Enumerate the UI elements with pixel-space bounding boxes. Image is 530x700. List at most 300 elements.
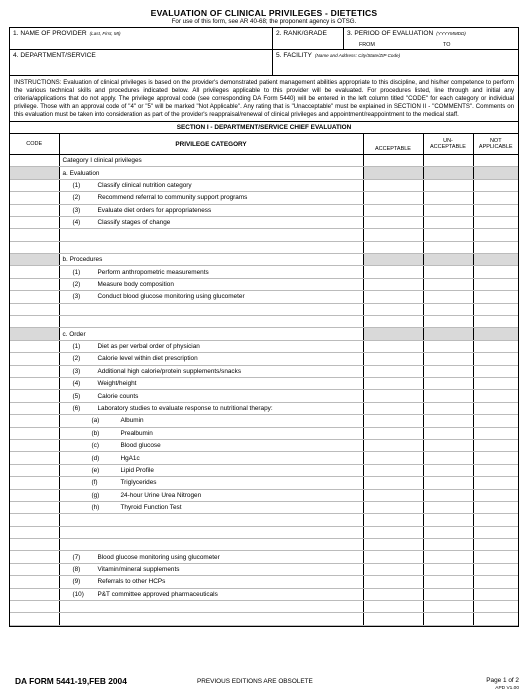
code-cell[interactable] xyxy=(10,316,59,328)
category-cell xyxy=(59,241,363,253)
category-cell xyxy=(59,353,363,365)
item-text: Referrals to other HCPs xyxy=(97,578,166,586)
category-cell xyxy=(59,154,363,166)
table-group-row xyxy=(10,328,518,340)
form-footer xyxy=(9,676,519,692)
table-row xyxy=(10,464,518,476)
not-applicable-cell[interactable] xyxy=(473,229,518,241)
not-applicable-cell[interactable] xyxy=(473,588,518,600)
category-column-header: PRIVILEGE CATEGORY xyxy=(59,134,363,154)
not-applicable-cell[interactable] xyxy=(473,439,518,451)
category-cell xyxy=(59,167,363,179)
table-row xyxy=(10,588,518,600)
item-text: Vitamin/mineral supplements xyxy=(97,566,180,574)
acceptable-cell[interactable] xyxy=(363,154,423,166)
unacceptable-cell[interactable] xyxy=(423,526,473,538)
table-row xyxy=(10,613,518,625)
table-row xyxy=(10,353,518,365)
category-cell xyxy=(59,551,363,563)
code-cell[interactable] xyxy=(10,303,59,315)
code-cell[interactable] xyxy=(10,192,59,204)
category-cell xyxy=(59,216,363,228)
code-cell[interactable] xyxy=(10,266,59,278)
acceptable-cell[interactable] xyxy=(363,576,423,588)
item-number: (c) xyxy=(91,442,99,450)
table-row xyxy=(10,266,518,278)
not-applicable-cell[interactable] xyxy=(473,452,518,464)
item-text: Diet as per verbal order of physician xyxy=(97,343,200,351)
not-applicable-cell[interactable] xyxy=(473,563,518,575)
acceptable-cell[interactable] xyxy=(363,316,423,328)
acceptable-cell[interactable] xyxy=(363,427,423,439)
code-cell[interactable] xyxy=(10,501,59,513)
code-cell[interactable] xyxy=(10,415,59,427)
not-applicable-cell[interactable] xyxy=(473,576,518,588)
department-service-field[interactable] xyxy=(10,50,272,75)
category-cell xyxy=(59,501,363,513)
code-cell[interactable] xyxy=(10,402,59,414)
code-cell[interactable] xyxy=(10,489,59,501)
table-row xyxy=(10,526,518,538)
acceptable-cell[interactable] xyxy=(363,378,423,390)
code-cell[interactable] xyxy=(10,254,59,266)
item-text: Lipid Profile xyxy=(120,466,154,474)
unacceptable-cell[interactable] xyxy=(423,167,473,179)
not-applicable-cell[interactable] xyxy=(473,216,518,228)
category-cell xyxy=(59,365,363,377)
code-cell[interactable] xyxy=(10,229,59,241)
period-from-label: FROM xyxy=(359,42,375,48)
category-cell xyxy=(59,204,363,216)
not-applicable-cell[interactable] xyxy=(473,353,518,365)
unacceptable-cell[interactable] xyxy=(423,402,473,414)
table-row xyxy=(10,452,518,464)
item-number: (1) xyxy=(72,343,81,351)
not-applicable-cell[interactable] xyxy=(473,278,518,290)
provider-name-field[interactable] xyxy=(10,28,272,49)
table-row xyxy=(10,439,518,451)
category-cell xyxy=(59,601,363,613)
item-number: (3) xyxy=(72,367,81,375)
category-cell xyxy=(59,328,363,340)
code-cell[interactable] xyxy=(10,328,59,340)
unacceptable-cell[interactable] xyxy=(423,365,473,377)
not-applicable-cell[interactable] xyxy=(473,464,518,476)
facility-field[interactable] xyxy=(272,50,518,75)
table-row xyxy=(10,415,518,427)
unacceptable-cell[interactable] xyxy=(423,291,473,303)
item-text: Calorie counts xyxy=(97,392,139,400)
category-cell xyxy=(59,179,363,191)
code-cell[interactable] xyxy=(10,551,59,563)
item-number: (2) xyxy=(72,194,81,202)
unacceptable-cell[interactable] xyxy=(423,477,473,489)
item-number: (7) xyxy=(72,553,81,561)
not-applicable-cell[interactable] xyxy=(473,415,518,427)
unacceptable-cell[interactable] xyxy=(423,179,473,191)
item-number: (g) xyxy=(91,491,100,499)
category-cell xyxy=(59,316,363,328)
acceptable-cell[interactable] xyxy=(363,588,423,600)
acceptable-cell[interactable] xyxy=(363,390,423,402)
form-body xyxy=(9,27,519,627)
acceptable-cell[interactable] xyxy=(363,340,423,352)
item-text: P&T committee approved pharmaceuticals xyxy=(97,590,218,598)
acceptable-cell[interactable] xyxy=(363,501,423,513)
section-title: SECTION I - DEPARTMENT/SERVICE CHIEF EVALUATION xyxy=(10,122,518,134)
acceptable-cell[interactable] xyxy=(363,365,423,377)
code-cell[interactable] xyxy=(10,179,59,191)
acceptable-cell[interactable] xyxy=(363,254,423,266)
form-id: DA FORM 5441-19,FEB 2004 xyxy=(15,676,127,686)
acceptable-cell[interactable] xyxy=(363,216,423,228)
table-group-row xyxy=(10,254,518,266)
code-cell[interactable] xyxy=(10,390,59,402)
unacceptable-cell[interactable] xyxy=(423,576,473,588)
unacceptable-cell[interactable] xyxy=(423,464,473,476)
category-cell xyxy=(59,192,363,204)
code-column-header: CODE xyxy=(10,134,59,154)
item-number: (h) xyxy=(91,504,100,512)
category-cell xyxy=(59,390,363,402)
unacceptable-cell[interactable] xyxy=(423,340,473,352)
code-cell[interactable] xyxy=(10,167,59,179)
acceptable-cell[interactable] xyxy=(363,167,423,179)
group-label: b. Procedures xyxy=(62,256,103,264)
item-text: Albumin xyxy=(120,417,144,425)
acceptable-column-header: ACCEPTABLE xyxy=(363,134,423,154)
not-applicable-cell[interactable] xyxy=(473,514,518,526)
not-applicable-cell[interactable] xyxy=(473,204,518,216)
item-number: (9) xyxy=(72,578,81,586)
not-applicable-cell[interactable] xyxy=(473,303,518,315)
not-applicable-header-line-2: APPLICABLE xyxy=(478,144,513,151)
acceptable-cell[interactable] xyxy=(363,439,423,451)
table-row xyxy=(10,179,518,191)
period-hint: (YYYYMMDD) xyxy=(436,31,466,36)
item-text: Weight/height xyxy=(97,380,137,388)
not-applicable-cell[interactable] xyxy=(473,340,518,352)
item-text: Blood glucose monitoring using glucometer xyxy=(97,553,220,561)
unacceptable-cell[interactable] xyxy=(423,316,473,328)
unacceptable-cell[interactable] xyxy=(423,266,473,278)
acceptable-cell[interactable] xyxy=(363,539,423,551)
category-cell xyxy=(59,526,363,538)
code-cell[interactable] xyxy=(10,154,59,166)
table-row xyxy=(10,501,518,513)
category-cell xyxy=(59,254,363,266)
table-row xyxy=(10,601,518,613)
unacceptable-cell[interactable] xyxy=(423,241,473,253)
code-cell[interactable] xyxy=(10,539,59,551)
table-row xyxy=(10,514,518,526)
code-cell[interactable] xyxy=(10,477,59,489)
period-to-label: TO xyxy=(443,42,451,48)
table-row xyxy=(10,192,518,204)
not-applicable-cell[interactable] xyxy=(473,551,518,563)
table-row xyxy=(10,378,518,390)
department-label: 4. DEPARTMENT/SERVICE xyxy=(13,52,96,59)
not-applicable-column-header xyxy=(473,134,518,154)
code-cell[interactable] xyxy=(10,464,59,476)
category-cell xyxy=(59,378,363,390)
table-header-row xyxy=(10,134,518,154)
table-group-row xyxy=(10,167,518,179)
category-cell xyxy=(59,402,363,414)
item-number: (5) xyxy=(72,392,81,400)
not-applicable-cell[interactable] xyxy=(473,378,518,390)
privileges-table xyxy=(10,134,518,625)
facility-hint: (Name and Address: City/State/ZIP Code) xyxy=(314,53,401,58)
acceptable-cell[interactable] xyxy=(363,204,423,216)
code-cell[interactable] xyxy=(10,291,59,303)
category-cell xyxy=(59,576,363,588)
not-applicable-cell[interactable] xyxy=(473,365,518,377)
unacceptable-cell[interactable] xyxy=(423,254,473,266)
period-of-evaluation-field[interactable] xyxy=(343,28,518,49)
code-cell[interactable] xyxy=(10,365,59,377)
not-applicable-cell[interactable] xyxy=(473,316,518,328)
item-text: 24-hour Urine Urea Nitrogen xyxy=(120,491,202,499)
item-text: Perform anthropometric measurements xyxy=(97,268,209,276)
unacceptable-cell[interactable] xyxy=(423,204,473,216)
unacceptable-cell[interactable] xyxy=(423,613,473,625)
unacceptable-cell[interactable] xyxy=(423,452,473,464)
acceptable-cell[interactable] xyxy=(363,303,423,315)
acceptable-cell[interactable] xyxy=(363,266,423,278)
category-cell xyxy=(59,427,363,439)
category-cell xyxy=(59,464,363,476)
unacceptable-cell[interactable] xyxy=(423,415,473,427)
item-text: Laboratory studies to evaluate response to nutritional therapy: xyxy=(97,404,273,412)
unacceptable-cell[interactable] xyxy=(423,427,473,439)
not-applicable-cell[interactable] xyxy=(473,539,518,551)
acceptable-cell[interactable] xyxy=(363,229,423,241)
not-applicable-cell[interactable] xyxy=(473,501,518,513)
not-applicable-cell[interactable] xyxy=(473,291,518,303)
category-cell xyxy=(59,477,363,489)
group-label: a. Evaluation xyxy=(62,169,100,177)
acceptable-cell[interactable] xyxy=(363,415,423,427)
category-cell xyxy=(59,415,363,427)
form-subtitle: For use of this form, see AR 40-68; the proponent agency is OTSG. xyxy=(171,18,357,25)
item-number: (f) xyxy=(91,479,98,487)
acceptable-cell[interactable] xyxy=(363,601,423,613)
item-text: Classify clinical nutrition category xyxy=(97,181,192,189)
category-label: Category I clinical privileges xyxy=(62,157,142,165)
not-applicable-cell[interactable] xyxy=(473,477,518,489)
category-cell xyxy=(59,539,363,551)
not-applicable-cell[interactable] xyxy=(473,266,518,278)
not-applicable-cell[interactable] xyxy=(473,167,518,179)
not-applicable-cell[interactable] xyxy=(473,390,518,402)
acceptable-cell[interactable] xyxy=(363,464,423,476)
table-row xyxy=(10,241,518,253)
form-title: EVALUATION OF CLINICAL PRIVILEGES - DIETETICS xyxy=(150,8,378,18)
acceptable-cell[interactable] xyxy=(363,179,423,191)
acceptable-cell[interactable] xyxy=(363,291,423,303)
unacceptable-cell[interactable] xyxy=(423,390,473,402)
category-cell xyxy=(59,563,363,575)
category-cell xyxy=(59,439,363,451)
unacceptable-cell[interactable] xyxy=(423,601,473,613)
unacceptable-cell[interactable] xyxy=(423,154,473,166)
code-cell[interactable] xyxy=(10,613,59,625)
unacceptable-cell[interactable] xyxy=(423,378,473,390)
code-cell[interactable] xyxy=(10,216,59,228)
item-number: (3) xyxy=(72,293,81,301)
not-applicable-cell[interactable] xyxy=(473,241,518,253)
obsolete-notice: PREVIOUS EDITIONS ARE OBSOLETE xyxy=(197,678,313,685)
table-row xyxy=(10,154,518,166)
unacceptable-cell[interactable] xyxy=(423,539,473,551)
acceptable-cell[interactable] xyxy=(363,514,423,526)
instructions-text: INSTRUCTIONS: Evaluation of clinical privileges is based on the provider's demonstrated patient management abilities appropriate to this discipline, and his/her competence to perform the various technical skills and procedures indicated below. All privileges applicable to this provider will be evaluated. For procedures listed, line through and initial any criteria/applications that do not apply. The privilege approval code (see corresponding DA Form 5440) will be entered in the left column titled "CODE" for each category or individual privilege. Those with an approval code of "4" or "5" will be marked "Not Applicable". Any rating that is "Unacceptable" must be explained in SECTION II - "COMMENTS". Comments on this evaluation must be taken into consideration as part of the provider's reappraisal/renewal of clinical privileges and appointment/reappointment to the medical staff. xyxy=(10,76,518,122)
not-applicable-cell[interactable] xyxy=(473,192,518,204)
code-cell[interactable] xyxy=(10,353,59,365)
apd-version: APD V1.00 xyxy=(495,686,519,691)
table-row xyxy=(10,229,518,241)
code-cell[interactable] xyxy=(10,563,59,575)
not-applicable-cell[interactable] xyxy=(473,402,518,414)
table-row xyxy=(10,576,518,588)
unacceptable-cell[interactable] xyxy=(423,192,473,204)
category-cell xyxy=(59,266,363,278)
code-cell[interactable] xyxy=(10,526,59,538)
acceptable-cell[interactable] xyxy=(363,192,423,204)
table-row xyxy=(10,563,518,575)
item-text: Prealbumin xyxy=(120,429,153,437)
category-cell xyxy=(59,588,363,600)
unacceptable-cell[interactable] xyxy=(423,278,473,290)
acceptable-cell[interactable] xyxy=(363,489,423,501)
acceptable-cell[interactable] xyxy=(363,551,423,563)
item-text: Recommend referral to community support programs xyxy=(97,194,248,202)
unacceptable-cell[interactable] xyxy=(423,216,473,228)
table-row xyxy=(10,427,518,439)
unacceptable-cell[interactable] xyxy=(423,328,473,340)
unacceptable-cell[interactable] xyxy=(423,501,473,513)
item-text: Triglycerides xyxy=(120,479,157,487)
table-row xyxy=(10,316,518,328)
unacceptable-header-line-2: ACCEPTABLE xyxy=(430,144,466,151)
code-cell[interactable] xyxy=(10,241,59,253)
item-number: (b) xyxy=(91,429,100,437)
item-number: (d) xyxy=(91,454,100,462)
table-row xyxy=(10,402,518,414)
not-applicable-cell[interactable] xyxy=(473,613,518,625)
not-applicable-cell[interactable] xyxy=(473,254,518,266)
code-cell[interactable] xyxy=(10,576,59,588)
acceptable-cell[interactable] xyxy=(363,328,423,340)
item-number: (e) xyxy=(91,466,100,474)
acceptable-cell[interactable] xyxy=(363,613,423,625)
code-cell[interactable] xyxy=(10,601,59,613)
unacceptable-cell[interactable] xyxy=(423,439,473,451)
item-text: Evaluate diet orders for appropriateness xyxy=(97,206,212,214)
code-cell[interactable] xyxy=(10,439,59,451)
not-applicable-cell[interactable] xyxy=(473,328,518,340)
category-cell xyxy=(59,278,363,290)
unacceptable-cell[interactable] xyxy=(423,229,473,241)
code-cell[interactable] xyxy=(10,204,59,216)
table-row xyxy=(10,365,518,377)
code-cell[interactable] xyxy=(10,514,59,526)
category-cell xyxy=(59,452,363,464)
code-cell[interactable] xyxy=(10,588,59,600)
table-row xyxy=(10,278,518,290)
table-row xyxy=(10,340,518,352)
table-row xyxy=(10,477,518,489)
not-applicable-cell[interactable] xyxy=(473,154,518,166)
code-cell[interactable] xyxy=(10,340,59,352)
category-cell xyxy=(59,514,363,526)
group-label: c. Order xyxy=(62,330,86,338)
not-applicable-cell[interactable] xyxy=(473,601,518,613)
code-cell[interactable] xyxy=(10,452,59,464)
item-text: Calorie level within diet prescription xyxy=(97,355,198,363)
item-number: (1) xyxy=(72,268,81,276)
unacceptable-cell[interactable] xyxy=(423,303,473,315)
code-cell[interactable] xyxy=(10,378,59,390)
table-row xyxy=(10,204,518,216)
unacceptable-cell[interactable] xyxy=(423,563,473,575)
unacceptable-cell[interactable] xyxy=(423,353,473,365)
acceptable-cell[interactable] xyxy=(363,452,423,464)
acceptable-cell[interactable] xyxy=(363,563,423,575)
acceptable-cell[interactable] xyxy=(363,278,423,290)
category-cell xyxy=(59,229,363,241)
not-applicable-cell[interactable] xyxy=(473,526,518,538)
not-applicable-header-line-1: NOT xyxy=(489,138,502,145)
not-applicable-cell[interactable] xyxy=(473,179,518,191)
privileges-table-body xyxy=(10,154,518,625)
header-row-2 xyxy=(10,50,518,76)
unacceptable-cell[interactable] xyxy=(423,551,473,563)
item-number: (1) xyxy=(72,181,81,189)
category-cell xyxy=(59,613,363,625)
acceptable-cell[interactable] xyxy=(363,353,423,365)
item-text: Classify stages of change xyxy=(97,219,171,227)
rank-grade-field[interactable] xyxy=(272,28,343,49)
acceptable-cell[interactable] xyxy=(363,402,423,414)
acceptable-cell[interactable] xyxy=(363,526,423,538)
page-number: Page 1 of 2 xyxy=(486,677,519,684)
unacceptable-cell[interactable] xyxy=(423,514,473,526)
table-row xyxy=(10,291,518,303)
item-text: Measure body composition xyxy=(97,281,174,289)
not-applicable-cell[interactable] xyxy=(473,489,518,501)
provider-name-hint: (Last, First, MI) xyxy=(89,31,121,36)
acceptable-cell[interactable] xyxy=(363,477,423,489)
table-row xyxy=(10,303,518,315)
table-row xyxy=(10,551,518,563)
not-applicable-cell[interactable] xyxy=(473,427,518,439)
item-number: (6) xyxy=(72,404,81,412)
item-number: (4) xyxy=(72,219,81,227)
item-number: (4) xyxy=(72,380,81,388)
category-cell xyxy=(59,489,363,501)
item-number: (2) xyxy=(72,355,81,363)
code-cell[interactable] xyxy=(10,427,59,439)
item-number: (10) xyxy=(72,590,84,598)
acceptable-cell[interactable] xyxy=(363,241,423,253)
item-number: (3) xyxy=(72,206,81,214)
unacceptable-cell[interactable] xyxy=(423,489,473,501)
code-cell[interactable] xyxy=(10,278,59,290)
unacceptable-cell[interactable] xyxy=(423,588,473,600)
period-label: 3. PERIOD OF EVALUATION xyxy=(347,30,434,37)
